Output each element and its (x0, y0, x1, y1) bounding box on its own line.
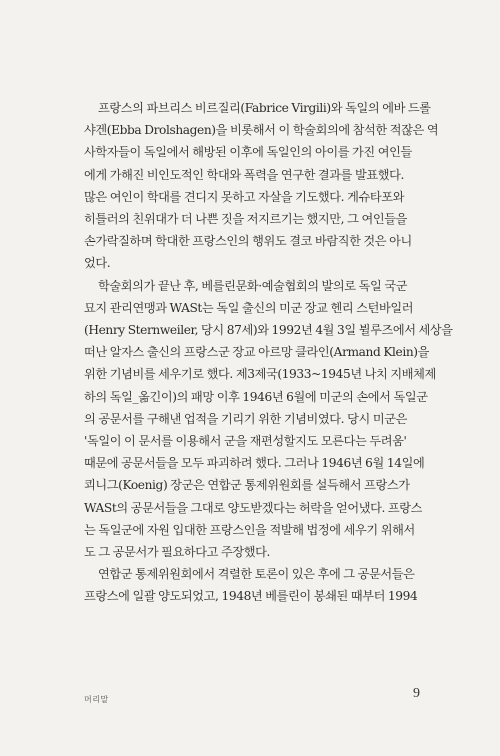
text-line: 때문에 공문서들을 모두 파괴하려 했다. 그러나 1946년 6월 14일에 (84, 456, 425, 471)
text-line: 손가락질하며 학대한 프랑스인의 행위도 결코 바람직한 것은 아니 (84, 234, 412, 249)
text-line: (Henry Sternweiler, 당시 87세)와 1992년 4월 3일 뷜루즈에서 세상을 (84, 323, 453, 338)
text-line: 연합군 통제위원회에서 격렬한 토론이 있은 후에 그 공문서들은 (98, 567, 415, 582)
text-line: 위한 기념비를 세우기로 했다. 제3제국(1933~1945년 나치 지배체제 (84, 367, 436, 382)
text-line: '독일이 이 문서를 이용해서 군을 재편성할지도 모른다는 두려움' (84, 434, 407, 449)
page-number: 9 (413, 686, 420, 701)
text-line: 의 공문서를 구해낸 업적을 기리기 위한 기념비였다. 당시 미군은 (84, 411, 407, 426)
text-line: 도 그 공문서가 필요하다고 주장했다. (84, 545, 270, 560)
text-line: 많은 여인이 학대를 견디지 못하고 자살을 기도했다. 게슈타포와 (84, 189, 404, 204)
text-line: 묘지 관리연맹과 WASt는 독일 출신의 미군 장교 헨리 스턴바일러 (84, 300, 414, 315)
text-line: WASt의 공문서들을 그대로 양도받겠다는 허락을 얻어냈다. 프랑스 (84, 500, 423, 515)
text-line: 하의 독일_옮긴이)의 패망 이후 1946년 6월에 미군의 손에서 독일군 (84, 389, 428, 404)
text-line: 에게 가해진 비인도적인 학대와 폭력을 연구한 결과를 발표했다. (84, 167, 404, 182)
text-line: 쾨니그(Koenig) 장군은 연합군 통제위원회를 설득해서 프랑스가 (84, 478, 410, 493)
paragraph-2 (84, 275, 453, 564)
running-head: 머리말 (84, 695, 109, 704)
text-line: 히틀러의 친위대가 더 나쁜 짓을 저지르기는 했지만, 그 여인들을 (84, 212, 407, 227)
paragraph-3 (84, 563, 429, 607)
body-text (84, 97, 453, 608)
text-line: 는 독일군에 자원 입대한 프랑스인을 적발해 법정에 세우기 위해서 (84, 522, 415, 537)
text-line: 었다. (84, 256, 111, 271)
text-line: 학술회의가 끝난 후, 베를린문화·예술협회의 발의로 독일 국군 (98, 278, 408, 293)
text-line: 떠난 알자스 출신의 프랑스군 장교 아르망 클라인(Armand Klein)을 (84, 345, 430, 360)
text-line: 프랑스의 파브리스 비르질리(Fabrice Virgili)와 독일의 에바 드롤 (98, 101, 431, 115)
paragraph-1 (84, 97, 439, 275)
text-line: 샤겐(Ebba Drolshagen)을 비롯해서 이 학술회의에 참석한 적잖은 역 (84, 123, 439, 138)
text-line: 사학자들이 독일에서 해방된 이후에 독일인의 아이를 가진 여인들 (84, 145, 412, 160)
text-line: 프랑스에 일괄 양도되었고, 1948년 베를린이 봉쇄된 때부터 1994 (84, 589, 418, 604)
